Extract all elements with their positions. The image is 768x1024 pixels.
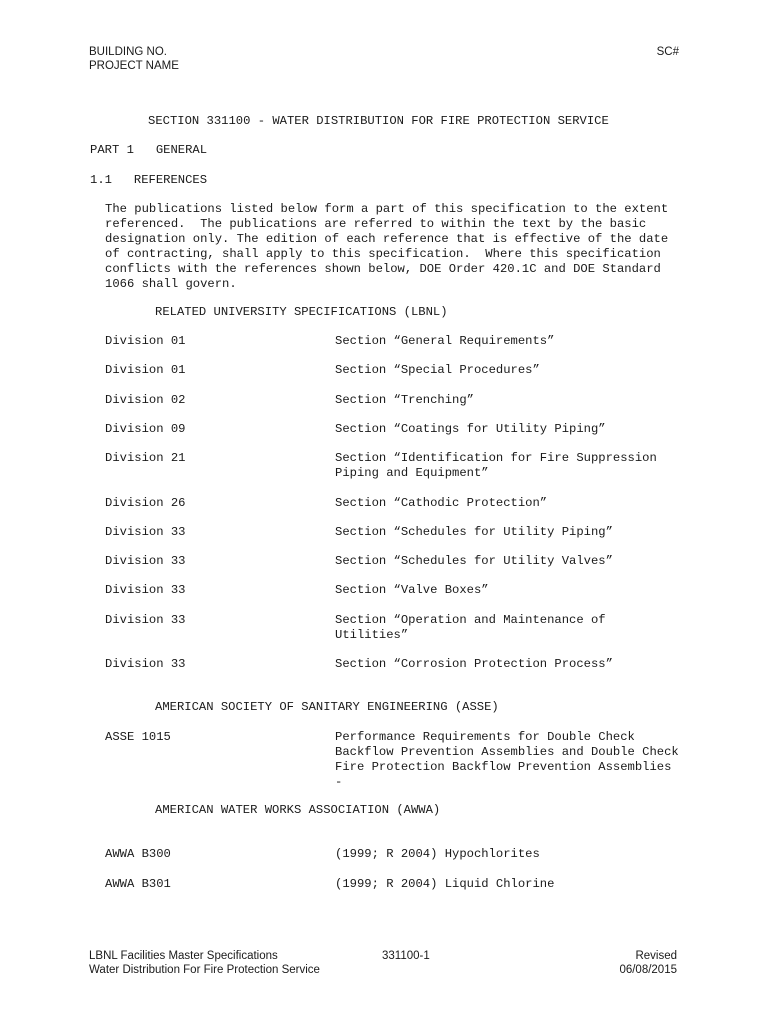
reference-row (105, 657, 685, 702)
reference-code: Division 21 (105, 451, 186, 465)
reference-code: Division 09 (105, 422, 186, 436)
reference-code: AWWA B301 (105, 877, 171, 891)
reference-description: Section “Schedules for Utility Valves” (335, 554, 613, 568)
reference-row (105, 451, 685, 496)
group-heading-lbnl: RELATED UNIVERSITY SPECIFICATIONS (LBNL) (155, 305, 448, 319)
page-footer-right (560, 949, 677, 977)
references-heading: 1.1 REFERENCES (90, 173, 208, 187)
reference-row (105, 877, 685, 922)
reference-code: Division 33 (105, 657, 186, 671)
page-footer-left (89, 949, 320, 977)
reference-description: Section “Special Procedures” (335, 363, 540, 377)
reference-code: Division 33 (105, 525, 186, 539)
reference-code: Division 33 (105, 583, 186, 597)
reference-code: ASSE 1015 (105, 730, 171, 744)
page-number: 331100-1 (382, 950, 430, 962)
group-heading-awwa: AMERICAN WATER WORKS ASSOCIATION (AWWA) (155, 803, 441, 817)
revised-date: 06/08/2015 (619, 964, 677, 976)
group-heading-asse: AMERICAN SOCIETY OF SANITARY ENGINEERING (ASSE) (155, 700, 499, 714)
reference-code: Division 26 (105, 496, 186, 510)
reference-row (105, 613, 685, 658)
footer-section-name: Water Distribution For Fire Protection Service (89, 964, 320, 976)
reference-description: Section “Schedules for Utility Piping” (335, 525, 613, 539)
section-title: SECTION 331100 - WATER DISTRIBUTION FOR FIRE PROTECTION SERVICE (148, 114, 609, 128)
page-header-left (89, 45, 179, 73)
building-number: BUILDING NO. (89, 46, 167, 58)
reference-description: Section “Coatings for Utility Piping” (335, 422, 606, 436)
reference-description: Section “Cathodic Protection” (335, 496, 548, 510)
project-name: PROJECT NAME (89, 60, 179, 72)
reference-description: Performance Requirements for Double Check Backflow Prevention Assemblies and Double Check Fire Protection Backflow Prevention Assemblies - (335, 730, 687, 789)
reference-code: Division 33 (105, 554, 186, 568)
reference-row (105, 730, 687, 789)
reference-description: Section “Corrosion Protection Process” (335, 657, 613, 671)
reference-description: (1999; R 2004) Liquid Chlorine (335, 877, 555, 891)
sc-number: SC# (656, 46, 679, 58)
part-heading: PART 1 GENERAL (90, 143, 208, 157)
footer-spec-title: LBNL Facilities Master Specifications (89, 950, 278, 962)
reference-description: Section “Operation and Maintenance of Utilities” (335, 613, 613, 642)
reference-description: Section “Identification for Fire Suppression Piping and Equipment” (335, 451, 665, 480)
references-intro-paragraph: The publications listed below form a part of this specification to the extent referenced. The publications are referred to within the text by the basic designation only. The edition of each reference that is effective of the date of contracting, shall apply to this specification. Where this specification conflicts with the references shown below, DOE Order 420.1C and DOE Standard 1066 shall govern. (105, 202, 676, 291)
reference-code: Division 02 (105, 393, 186, 407)
reference-code: Division 01 (105, 334, 186, 348)
revised-label: Revised (635, 950, 677, 962)
reference-description: (1999; R 2004) Hypochlorites (335, 847, 540, 861)
reference-description: Section “General Requirements” (335, 334, 555, 348)
reference-code: AWWA B300 (105, 847, 171, 861)
reference-code: Division 33 (105, 613, 186, 627)
reference-description: Section “Valve Boxes” (335, 583, 489, 597)
reference-description: Section “Trenching” (335, 393, 474, 407)
reference-code: Division 01 (105, 363, 186, 377)
